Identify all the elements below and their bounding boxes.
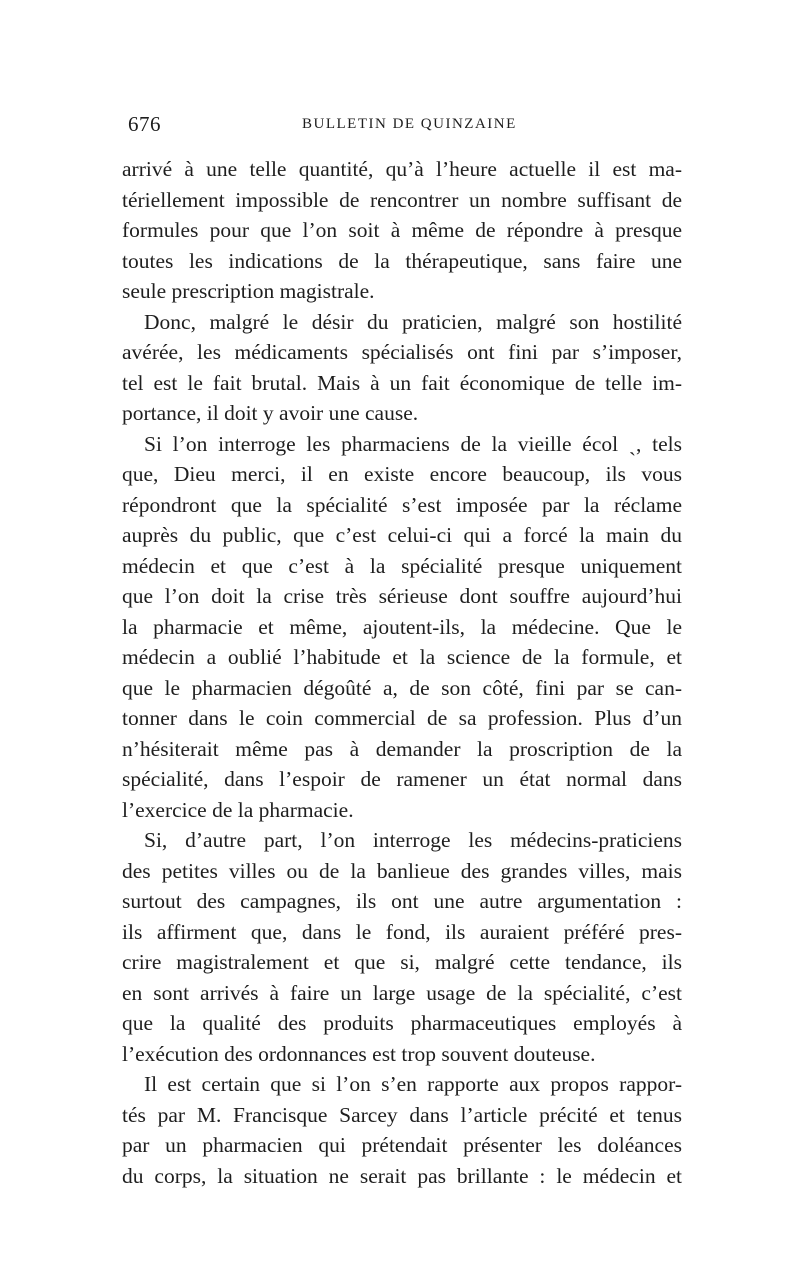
page-number: 676: [128, 112, 161, 136]
text-line: que le pharmacien dégoûté a, de son côté, fini par se can-: [122, 675, 682, 700]
text-line: seule prescription magistrale.: [122, 279, 375, 303]
text-line: formules pour que l’on soit à même de répondre à presque: [122, 218, 682, 242]
text-line: l’exécution des ordonnances est trop souvent douteuse.: [122, 1041, 596, 1066]
text-line: n’hésiterait même pas à demander la proscription de la: [122, 736, 682, 761]
text-line: Il est certain que si l’on s’en rapporte aux propos rappor-: [144, 1072, 682, 1096]
text-line: tonner dans le coin commercial de sa profession. Plus d’un: [122, 706, 682, 730]
text-line: avérée, les médicaments spécialisés ont fini par s’imposer,: [122, 340, 682, 364]
text-line: surtout des campagnes, ils ont une autre argumentation :: [122, 889, 682, 913]
text-line: que la qualité des produits pharmaceutiques employés à: [122, 1011, 682, 1035]
page-header: [122, 112, 684, 142]
text-line: Si, d’autre part, l’on interroge les médecins-praticiens: [144, 828, 682, 852]
text-line: tel est le fait brutal. Mais à un fait économique de telle im-: [122, 370, 682, 395]
text-line: que l’on doit la crise très sérieuse dont souffre aujourd’hui: [122, 584, 682, 608]
text-line: portance, il doit y avoir une cause.: [122, 401, 419, 425]
text-line: spécialité, dans l’espoir de ramener un état normal dans: [122, 767, 682, 791]
text-line: tés par M. Francisque Sarcey dans l’article précité et tenus: [122, 1102, 682, 1127]
text-line: auprès du public, que c’est celui-ci qui a forcé la main du: [122, 523, 682, 547]
text-line: répondront que la spécialité s’est imposée par la réclame: [122, 492, 682, 517]
text-line: Si l’on interroge les pharmaciens de la vieille écol ˎ, tels: [144, 431, 682, 456]
text-line: du corps, la situation ne serait pas brillante : le médecin et: [122, 1163, 682, 1188]
running-title: BULLETIN DE QUINZAINE: [302, 116, 517, 132]
text-line: médecin a oublié l’habitude et la science de la formule, et: [122, 645, 682, 669]
text-line: que, Dieu merci, il en existe encore beaucoup, ils vous: [122, 462, 682, 486]
text-line: crire magistralement et que si, malgré cette tendance, ils: [122, 950, 682, 974]
text-line: toutes les indications de la thérapeutique, sans faire une: [122, 248, 682, 273]
text-line: Donc, malgré le désir du praticien, malgré son hostilité: [144, 309, 682, 334]
text-line: en sont arrivés à faire un large usage de la spécialité, c’est: [122, 980, 682, 1005]
text-line: la pharmacie et même, ajoutent-ils, la médecine. Que le: [122, 614, 682, 639]
text-line: médecin et que c’est à la spécialité presque uniquement: [122, 553, 682, 578]
text-line: tériellement impossible de rencontrer un nombre suffisant de: [122, 187, 682, 212]
text-line: l’exercice de la pharmacie.: [122, 797, 354, 822]
text-line: par un pharmacien qui prétendait présenter les doléances: [122, 1133, 682, 1157]
body-text: [122, 154, 682, 1191]
text-line: arrivé à une telle quantité, qu’à l’heure actuelle il est ma-: [122, 157, 682, 181]
text-line: ils affirment que, dans le fond, ils auraient préféré pres-: [122, 919, 682, 944]
text-line: des petites villes ou de la banlieue des grandes villes, mais: [122, 858, 682, 883]
